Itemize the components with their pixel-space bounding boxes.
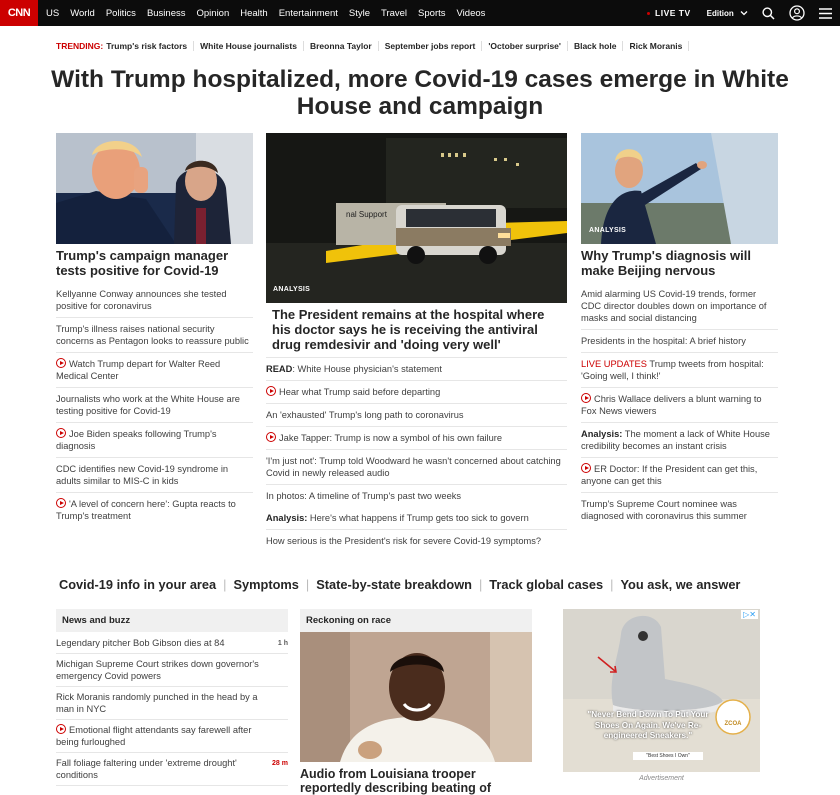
news-buzz-item[interactable] — [56, 753, 288, 786]
reckoning-image[interactable] — [300, 632, 532, 762]
covid-bar-link[interactable]: Track global cases — [489, 577, 604, 592]
center-story-link-text: Hear what Trump said before departing — [279, 387, 441, 397]
trending-item[interactable]: Black hole — [568, 41, 624, 51]
covid-info-bar — [59, 577, 740, 592]
svg-text:nal Support: nal Support — [346, 210, 387, 219]
main-headline[interactable]: With Trump hospitalized, more Covid-19 cases emerge in White House and campaign — [51, 66, 789, 120]
center-read-link[interactable]: READ: White House physician's statement — [266, 358, 567, 381]
center-story-link[interactable] — [266, 450, 567, 485]
nav-link-opinion[interactable]: Opinion — [196, 7, 230, 19]
ad-cta: "Best Shoes I Own" — [633, 752, 703, 760]
play-icon — [581, 463, 591, 473]
play-icon — [56, 358, 66, 368]
left-story-link[interactable] — [56, 283, 253, 318]
left-story-link-text: Trump's illness raises national security concerns as Pentagon looks to reassure public — [56, 324, 249, 346]
center-last-link[interactable]: How serious is the President's risk for severe Covid-19 symptoms? — [266, 536, 542, 546]
left-story-link[interactable] — [56, 318, 253, 353]
trending-item[interactable]: 'October surprise' — [482, 41, 568, 51]
covid-bar-link[interactable]: Symptoms — [233, 577, 299, 592]
nav-right — [647, 0, 832, 26]
ad-brand-logo: ZCOA — [724, 721, 742, 727]
live-tv-link[interactable]: LIVE TV — [647, 8, 691, 18]
ad-label: Advertisement — [639, 775, 684, 782]
covid-bar-link[interactable]: Covid-19 info in your area — [59, 577, 217, 592]
trending-item[interactable]: Breonna Taylor — [304, 41, 379, 51]
menu-icon[interactable] — [819, 8, 832, 19]
separator: | — [305, 577, 310, 592]
news-buzz-item[interactable] — [56, 720, 288, 753]
right-link-er-doctor[interactable]: ER Doctor: If the President can get this, anyone can get this — [581, 458, 778, 493]
left-story-link[interactable] — [56, 493, 253, 527]
right-link-masks[interactable]: Amid alarming US Covid-19 trends, former CDC director doubles down on importance of masks and social distancing — [581, 283, 778, 330]
play-icon — [56, 428, 66, 438]
nav-link-videos[interactable]: Videos — [456, 7, 486, 19]
news-buzz-text: Emotional flight attendants say farewell after being furloughed — [56, 725, 252, 747]
top-nav — [0, 0, 840, 26]
center-story-title[interactable]: The President remains at the hospital where his doctor says he is receiving the antiviral drug remdesivir and 'doing very well' — [266, 305, 567, 358]
nav-link-world[interactable]: World — [70, 7, 95, 19]
right-analysis-badge: ANALYSIS — [589, 227, 627, 234]
left-story-link-text: Joe Biden speaks following Trump's diagnosis — [56, 429, 217, 451]
right-link-analysis[interactable]: Analysis: The moment a lack of White House credibility becomes an instant crisis — [581, 423, 778, 458]
news-buzz-text: Michigan Supreme Court strikes down governor's emergency Covid powers — [56, 659, 259, 681]
left-story-link-text: CDC identifies new Covid-19 syndrome in adults similar to MIS-C in kids — [56, 464, 229, 486]
left-story-column — [56, 248, 253, 527]
left-story-link[interactable] — [56, 388, 253, 423]
covid-bar-link[interactable]: You ask, we answer — [620, 577, 741, 592]
right-story-column — [581, 248, 778, 527]
separator: | — [223, 577, 227, 592]
news-buzz-list — [56, 633, 288, 786]
right-link-live-updates[interactable]: LIVE UPDATES Trump tweets from hospital: 'Going well, I think!' — [581, 353, 778, 388]
right-link-presidents[interactable]: Presidents in the hospital: A brief history — [581, 330, 778, 353]
left-story-image[interactable] — [56, 133, 253, 244]
trending-bar — [56, 41, 689, 51]
separator: | — [610, 577, 614, 592]
play-icon — [56, 724, 66, 734]
center-story-link-text: In photos: A timeline of Trump's past two weeks — [266, 491, 462, 501]
nav-link-travel[interactable]: Travel — [381, 7, 408, 19]
play-icon — [266, 432, 276, 442]
chevron-down-icon — [740, 10, 748, 16]
nav-link-sports[interactable]: Sports — [418, 7, 446, 19]
left-story-link-text: Journalists who work at the White House are testing positive for Covid-19 — [56, 394, 240, 416]
trending-item[interactable]: September jobs report — [379, 41, 483, 51]
center-story-link[interactable] — [266, 427, 567, 450]
news-buzz-heading: News and buzz — [56, 609, 288, 632]
left-story-title[interactable]: Trump's campaign manager tests positive for Covid-19 — [56, 248, 229, 278]
nav-links — [46, 8, 496, 19]
right-link-wallace[interactable]: Chris Wallace delivers a blunt warning to Fox News viewers — [581, 388, 778, 423]
left-story-link-text: Watch Trump depart for Walter Reed Medical Center — [56, 359, 221, 381]
center-story-image[interactable] — [266, 133, 567, 303]
cnn-logo[interactable]: CNN — [0, 0, 38, 26]
right-story-title[interactable]: Why Trump's diagnosis will make Beijing nervous — [581, 248, 751, 278]
trending-item[interactable]: Rick Moranis — [623, 41, 689, 51]
trending-item[interactable]: Trump's risk factors — [106, 41, 194, 51]
nav-link-business[interactable]: Business — [146, 7, 186, 19]
reckoning-heading: Reckoning on race — [300, 609, 532, 632]
nav-link-us[interactable]: US — [46, 7, 60, 19]
advertisement[interactable] — [563, 609, 760, 772]
ad-tagline: "Never Bend Down To Put Your Shoes On Again. We've Re-engineered Sneakers." — [587, 710, 709, 740]
center-story-link[interactable] — [266, 404, 567, 427]
center-story-column — [266, 305, 567, 552]
news-buzz-text: Rick Moranis randomly punched in the head by a man in NYC — [56, 692, 258, 714]
left-story-link-text: 'A level of concern here': Gupta reacts to Trump's treatment — [56, 499, 236, 521]
center-analysis-link[interactable]: Analysis: Here's what happens if Trump gets too sick to govern — [266, 507, 567, 530]
center-story-link-text: An 'exhausted' Trump's long path to coronavirus — [266, 410, 464, 420]
center-story-link-text: Jake Tapper: Trump is now a symbol of his own failure — [279, 433, 503, 443]
left-story-link[interactable] — [56, 458, 253, 493]
left-story-link[interactable] — [56, 423, 253, 458]
center-story-link-text: 'I'm just not': Trump told Woodward he wasn't concerned about catching Covid in newly released audio — [266, 456, 561, 478]
reckoning-story-title[interactable]: Audio from Louisiana trooper reportedly describing beating of — [300, 767, 491, 795]
center-story-link[interactable] — [266, 485, 567, 507]
nav-link-style[interactable]: Style — [348, 7, 370, 19]
timestamp: 1 h — [277, 640, 288, 647]
news-buzz-item[interactable] — [56, 633, 288, 654]
left-story-link[interactable] — [56, 353, 253, 388]
center-analysis-badge: ANALYSIS — [273, 286, 311, 293]
nav-link-politics[interactable]: Politics — [105, 7, 136, 19]
left-story-link-text: Kellyanne Conway announces she tested positive for coronavirus — [56, 289, 227, 311]
separator: | — [478, 577, 483, 592]
news-buzz-item[interactable] — [56, 687, 288, 720]
play-icon — [266, 386, 276, 396]
nav-link-health[interactable]: Health — [240, 7, 268, 19]
center-story-link[interactable] — [266, 381, 567, 404]
covid-bar-link[interactable]: State-by-state breakdown — [316, 577, 472, 592]
play-icon — [56, 498, 66, 508]
news-buzz-item[interactable] — [56, 654, 288, 687]
timestamp: 28 m — [272, 760, 288, 767]
news-buzz-text: Legendary pitcher Bob Gibson dies at 84 — [56, 638, 225, 648]
play-icon — [581, 393, 591, 403]
right-link-nominee[interactable]: Trump's Supreme Court nominee was diagnosed with coronavirus this summer — [581, 499, 747, 521]
trending-label: TRENDING: — [56, 41, 104, 51]
trending-item[interactable]: White House journalists — [194, 41, 304, 51]
ad-close-icon[interactable]: ▷✕ — [743, 610, 756, 619]
search-icon[interactable] — [762, 7, 775, 20]
nav-link-entertainment[interactable]: Entertainment — [278, 7, 338, 19]
account-icon[interactable] — [789, 5, 805, 21]
edition-dropdown[interactable]: Edition — [707, 9, 748, 18]
news-buzz-text: Fall foliage faltering under 'extreme drought' conditions — [56, 758, 237, 780]
